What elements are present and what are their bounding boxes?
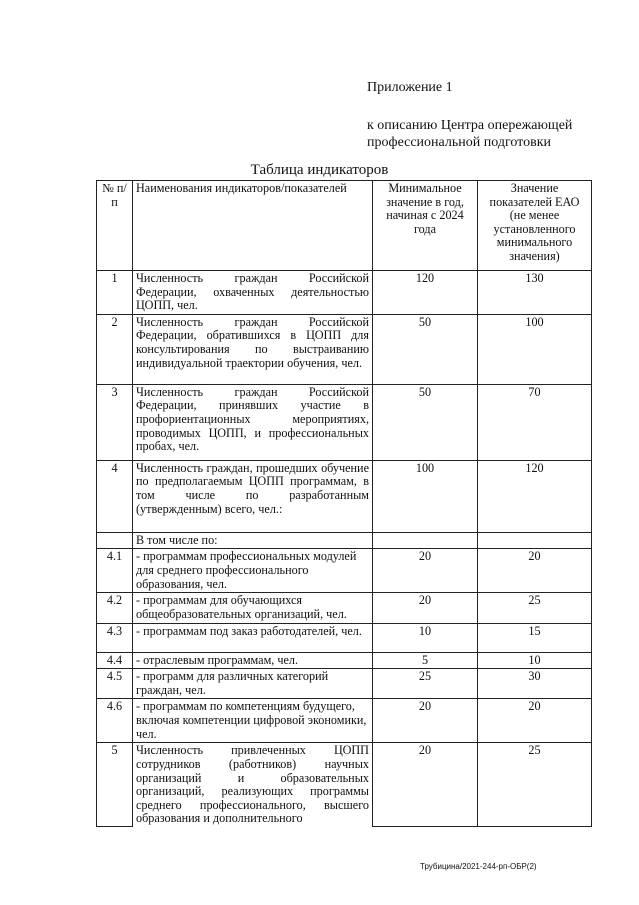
row-num: 4 [97, 460, 133, 532]
row-eao: 20 [478, 699, 592, 743]
row-min [373, 532, 478, 549]
row-eao: 100 [478, 314, 592, 384]
row-num: 2 [97, 314, 133, 384]
row-min: 120 [373, 271, 478, 315]
row-eao: 30 [478, 669, 592, 699]
table-row [97, 384, 592, 460]
row-name: Численность граждан, прошедших обучение по предполагаемым ЦОПП программам, в том числе по разработанным (утвержденным) всего, чел.: [133, 460, 373, 532]
row-num: 3 [97, 384, 133, 460]
row-min: 25 [373, 669, 478, 699]
row-eao: 25 [478, 593, 592, 623]
row-num: 4.1 [97, 549, 133, 593]
row-min: 10 [373, 623, 478, 652]
row-name: - программам для обучающихся общеобразовательных организаций, чел. [133, 593, 373, 623]
row-name: Численность граждан Российской Федерации, охваченных деятельностью ЦОПП, чел. [133, 271, 373, 315]
row-min: 20 [373, 549, 478, 593]
header-name: Наименования индикаторов/показателей [133, 181, 373, 271]
row-name: Численность граждан Российской Федерации, обратившихся в ЦОПП для консультирования по выстраиванию индивидуальной траектории обучения, чел. [133, 314, 373, 384]
indicators-table [96, 180, 592, 827]
row-name: - программам под заказ работодателей, чел. [133, 623, 373, 652]
row-eao: 25 [478, 743, 592, 827]
row-eao: 120 [478, 460, 592, 532]
table-row [97, 669, 592, 699]
appendix-description: к описанию Центра опережающей профессиональной подготовки [367, 118, 573, 150]
table-row [97, 549, 592, 593]
row-min: 50 [373, 314, 478, 384]
table-row [97, 460, 592, 532]
row-name: Численность привлеченных ЦОПП сотрудников (работников) научных организаций и образовательных организаций, реализующих программы среднего профессионального, высшего образования и дополнительного [133, 743, 373, 827]
row-num: 4.2 [97, 593, 133, 623]
table-row [97, 271, 592, 315]
table-row [97, 652, 592, 669]
row-eao [478, 532, 592, 549]
row-num: 4.4 [97, 652, 133, 669]
row-min: 20 [373, 593, 478, 623]
table-row [97, 699, 592, 743]
row-min: 20 [373, 743, 478, 827]
row-num: 4.5 [97, 669, 133, 699]
header-min: Минимальное значение в год, начиная с 2024 года [373, 181, 478, 271]
table-row [97, 532, 592, 549]
table-title: Таблица индикаторов [250, 162, 389, 178]
row-num: 5 [97, 743, 133, 827]
row-eao: 10 [478, 652, 592, 669]
row-eao: 70 [478, 384, 592, 460]
table-header-row [97, 181, 592, 271]
table-row [97, 314, 592, 384]
row-num: 4.3 [97, 623, 133, 652]
header-num: № п/п [97, 181, 133, 271]
table-row [97, 743, 592, 827]
row-min: 20 [373, 699, 478, 743]
row-num [97, 532, 133, 549]
row-min: 50 [373, 384, 478, 460]
row-eao: 20 [478, 549, 592, 593]
document-footer: Трубицина/2021-244-рп-ОБР(2) [420, 862, 537, 871]
row-name: - программам по компетенциям будущего, включая компетенции цифровой экономики, чел. [133, 699, 373, 743]
row-name: Численность граждан Российской Федерации, принявших участие в профориентационных мероприятиях, проводимых ЦОПП, и профессиональных пробах, чел. [133, 384, 373, 460]
row-min: 100 [373, 460, 478, 532]
table-row [97, 593, 592, 623]
table-row [97, 623, 592, 652]
row-name: - программ для различных категорий граждан, чел. [133, 669, 373, 699]
row-name: - программам профессиональных модулей для среднего профессионального образования, чел. [133, 549, 373, 593]
row-num: 4.6 [97, 699, 133, 743]
row-num: 1 [97, 271, 133, 315]
row-eao: 15 [478, 623, 592, 652]
row-name: - отраслевым программам, чел. [133, 652, 373, 669]
row-min: 5 [373, 652, 478, 669]
header-eao: Значение показателей ЕАО (не менее установленного минимального значения) [478, 181, 592, 271]
row-name: В том числе по: [133, 532, 373, 549]
row-eao: 130 [478, 271, 592, 315]
appendix-title: Приложение 1 [367, 80, 453, 95]
